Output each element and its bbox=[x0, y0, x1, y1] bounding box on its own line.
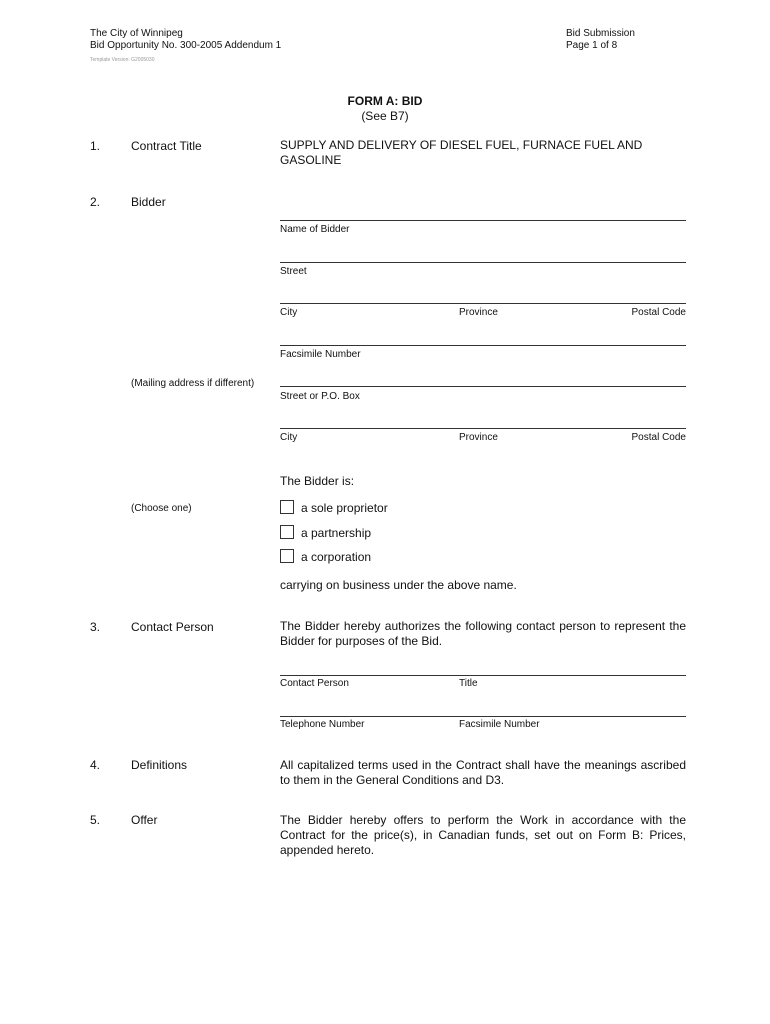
name-of-bidder-line[interactable] bbox=[280, 220, 686, 221]
postal-code-label: Postal Code bbox=[631, 432, 686, 443]
title-label: Title bbox=[459, 678, 478, 689]
partnership-label: a partnership bbox=[301, 526, 372, 540]
template-version: Template Version: G2005030 bbox=[90, 57, 155, 63]
contact-person-title-line[interactable] bbox=[280, 675, 686, 676]
sole-proprietor-label: a sole proprietor bbox=[301, 501, 388, 515]
item-number: 5. bbox=[90, 813, 101, 827]
choose-one-note: (Choose one) bbox=[131, 503, 192, 514]
street-line[interactable] bbox=[280, 262, 686, 263]
bidder-is-label: The Bidder is: bbox=[280, 474, 355, 488]
item-number: 4. bbox=[90, 758, 101, 772]
form-title: FORM A: BID bbox=[347, 94, 423, 108]
street-label: Street bbox=[280, 266, 307, 277]
offer-text: The Bidder hereby offers to perform the Work in accordance with the Contract for the price(s), in Canadian funds, set out on Form B: Prices, appended hereto. bbox=[280, 813, 686, 857]
item-number: 2. bbox=[90, 195, 101, 209]
item-number: 3. bbox=[90, 620, 101, 634]
contact-person-label: Contact Person bbox=[280, 678, 349, 689]
street-po-line[interactable] bbox=[280, 386, 686, 387]
facsimile-line[interactable] bbox=[280, 345, 686, 346]
header-page: Page 1 of 8 bbox=[566, 40, 618, 51]
street-po-label: Street or P.O. Box bbox=[280, 391, 360, 402]
name-of-bidder-label: Name of Bidder bbox=[280, 224, 350, 235]
contact-facsimile-label: Facsimile Number bbox=[459, 719, 540, 730]
item-label-contract-title: Contract Title bbox=[131, 139, 202, 153]
header-bid-opportunity: Bid Opportunity No. 300-2005 Addendum 1 bbox=[90, 40, 282, 51]
item-number: 1. bbox=[90, 139, 101, 153]
definitions-text: All capitalized terms used in the Contract shall have the meanings ascribed to them in the General Conditions and D3. bbox=[280, 758, 686, 787]
item-label-offer: Offer bbox=[131, 813, 158, 827]
item-label-contact-person: Contact Person bbox=[131, 620, 214, 634]
city-label: City bbox=[280, 432, 298, 443]
sole-proprietor-checkbox[interactable] bbox=[280, 500, 294, 514]
postal-code-label: Postal Code bbox=[631, 307, 686, 318]
mailing-city-line[interactable] bbox=[280, 428, 686, 429]
province-label: Province bbox=[459, 432, 498, 443]
city-province-postal-line[interactable] bbox=[280, 303, 686, 304]
corporation-checkbox[interactable] bbox=[280, 549, 294, 563]
contract-title-text: SUPPLY AND DELIVERY OF DIESEL FUEL, FURNACE FUEL AND GASOLINE bbox=[280, 138, 643, 167]
telephone-facsimile-line[interactable] bbox=[280, 716, 686, 717]
item-label-definitions: Definitions bbox=[131, 758, 188, 772]
province-label: Province bbox=[459, 307, 498, 318]
corporation-label: a corporation bbox=[301, 550, 372, 564]
city-label: City bbox=[280, 307, 298, 318]
carrying-on-text: carrying on business under the above name. bbox=[280, 578, 517, 592]
telephone-label: Telephone Number bbox=[280, 719, 365, 730]
contact-person-text: The Bidder hereby authorizes the following contact person to represent the Bidder for purposes of the Bid. bbox=[280, 619, 686, 648]
facsimile-label: Facsimile Number bbox=[280, 349, 361, 360]
mailing-address-note: (Mailing address if different) bbox=[131, 378, 255, 389]
header-org: The City of Winnipeg bbox=[90, 28, 183, 39]
form-subtitle: (See B7) bbox=[361, 109, 409, 123]
header-doc-type: Bid Submission bbox=[566, 28, 635, 39]
item-label-bidder: Bidder bbox=[131, 195, 166, 209]
partnership-checkbox[interactable] bbox=[280, 525, 294, 539]
